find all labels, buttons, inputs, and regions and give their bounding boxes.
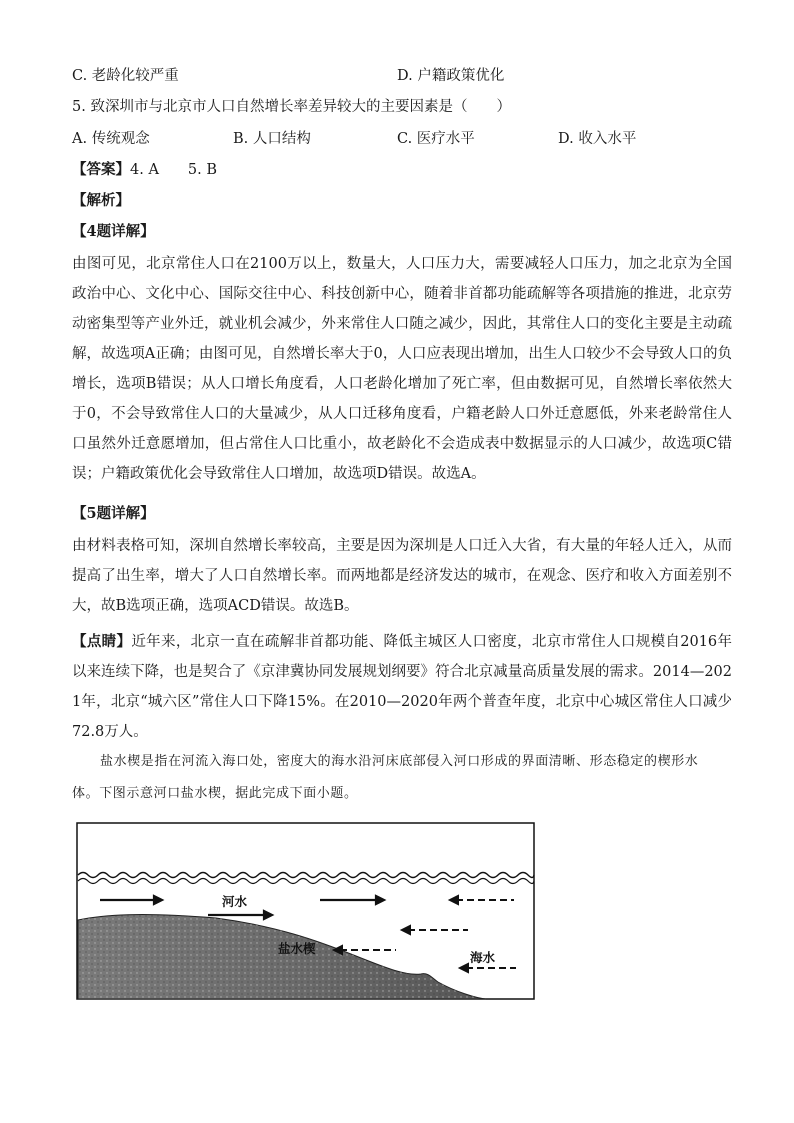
q4-detail-text: 由图可见，北京常住人口在2100万以上，数量大，人口压力大，需要减轻人口压力，加之北京为全国政治中心、文化中心、国际交往中心、科技创新中心，随着非首都功能疏解等各项措施的推进，北京劳动密集型等产业外迁，就业机会减少，外来常住人口随之减少，因此，其常住人口的变化主要是主动疏解，故选项A正确；由图可见，自然增长率大于0，人口应表现出增加，出生人口较少不会导致人口的负增长，选项B错误；从人口增长角度看，人口老龄化增加了死亡率，但由数据可见，自然增长率依然大于0，不会导致常住人口的大量减少，从人口迁移角度看，户籍老龄人口外迁意愿低，外来老龄常住人口虽然外迁意愿增加，但占常住人口比重小，故老龄化不会造成表中数据显示的人口减少，故选项C错误；户籍政策优化会导致常住人口增加，故选项D错误。故选A。 bbox=[72, 256, 732, 482]
comment-text: 近年来，北京一直在疏解非首都功能、降低主城区人口密度，北京市常住人口规模自2016年以来连续下降，也是契合了《京津冀协同发展规划纲要》符合北京减量高质量发展的需求。2014—2021年，北京“城六区”常住人口下降15%。在2010—2020年两个普查年度，北京中心城区常住人口减少72.8万人。 bbox=[72, 634, 732, 740]
analysis-tag: 【解析】 bbox=[72, 192, 130, 209]
salt-wedge-figure bbox=[76, 822, 538, 1002]
q4-option-c: C. 老龄化较严重 bbox=[72, 68, 179, 84]
intro-line-2: 体。下图示意河口盐水楔，据此完成下面小题。 bbox=[72, 786, 358, 801]
comment-tag: 【点睛】 bbox=[72, 633, 132, 650]
q5-stem: 5. 致深圳市与北京市人口自然增长率差异较大的主要因素是（ ） bbox=[72, 99, 511, 115]
q5-detail-heading: 【5题详解】 bbox=[72, 505, 155, 522]
sea-water-label: 海水 bbox=[470, 950, 496, 965]
q5-detail-text: 由材料表格可知，深圳自然增长率较高，主要是因为深圳是人口迁入大省，有大量的年轻人迁入，从而提高了出生率，增大了人口自然增长率。而两地都是经济发达的城市，在观念、医疗和收入方面差别不大，故B选项正确，选项ACD错误。故选B。 bbox=[72, 538, 732, 614]
salt-wedge-diagram bbox=[76, 822, 538, 1002]
q5-option-d: D. 收入水平 bbox=[558, 131, 637, 147]
answer-tag: 【答案】 bbox=[72, 161, 130, 178]
comment-block bbox=[72, 627, 732, 747]
q5-option-c: C. 医疗水平 bbox=[397, 131, 475, 147]
intro-line-1: 盐水楔是指在河流入海口处，密度大的海水沿河床底部侵入河口形成的界面清晰、形态稳定的楔形水 bbox=[100, 754, 699, 769]
q4-detail-heading: 【4题详解】 bbox=[72, 223, 155, 240]
q5-option-a: A. 传统观念 bbox=[72, 131, 150, 147]
q5-option-b: B. 人口结构 bbox=[233, 131, 311, 147]
salt-wedge-label: 盐水楔 bbox=[278, 941, 316, 956]
answer-text: 4. A 5. B bbox=[130, 162, 218, 178]
q4-option-d: D. 户籍政策优化 bbox=[397, 68, 505, 84]
answer-line bbox=[72, 160, 217, 180]
river-water-label: 河水 bbox=[222, 894, 248, 909]
